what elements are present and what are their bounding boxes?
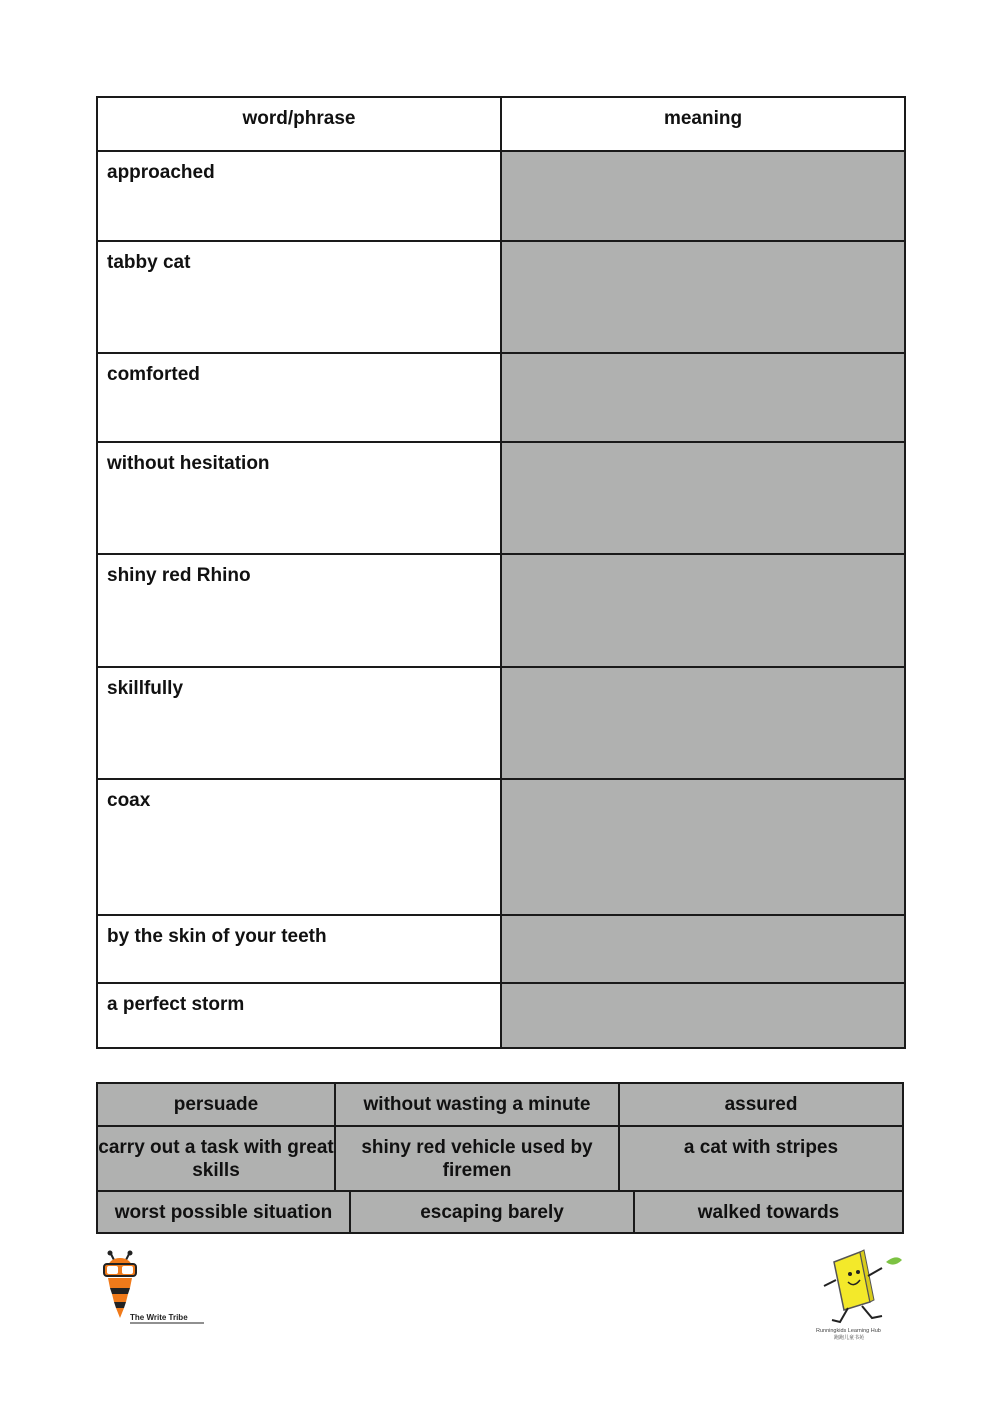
write-tribe-label: The Write Tribe <box>130 1313 188 1322</box>
meaning-drop-zone[interactable] <box>501 151 905 241</box>
answer-bank-row <box>98 1127 902 1192</box>
table-row <box>97 442 905 554</box>
meaning-drop-zone[interactable] <box>501 779 905 915</box>
word-cell: without hesitation <box>97 442 501 554</box>
header-meaning: meaning <box>501 97 905 151</box>
meaning-drop-zone[interactable] <box>501 667 905 779</box>
word-cell: tabby cat <box>97 241 501 353</box>
meaning-drop-zone[interactable] <box>501 554 905 667</box>
table-row <box>97 983 905 1048</box>
header-word-phrase: word/phrase <box>97 97 501 151</box>
answer-bank-row <box>98 1192 902 1232</box>
word-cell: skillfully <box>97 667 501 779</box>
vocabulary-table <box>96 96 906 1049</box>
answer-tile[interactable]: carry out a task with great skills <box>98 1127 336 1190</box>
answer-tile[interactable]: without wasting a minute <box>336 1084 620 1125</box>
answer-tile[interactable]: escaping barely <box>351 1192 635 1232</box>
answer-tile[interactable]: worst possible situation <box>98 1192 351 1232</box>
word-cell: comforted <box>97 353 501 442</box>
answer-tile[interactable]: shiny red vehicle used by firemen <box>336 1127 620 1190</box>
meaning-drop-zone[interactable] <box>501 983 905 1048</box>
word-cell: approached <box>97 151 501 241</box>
table-row <box>97 151 905 241</box>
table-row <box>97 241 905 353</box>
meaning-drop-zone[interactable] <box>501 442 905 554</box>
word-cell: a perfect storm <box>97 983 501 1048</box>
answer-tile[interactable]: walked towards <box>697 1202 840 1223</box>
bee-icon <box>98 1250 208 1330</box>
running-book-icon <box>812 1244 908 1344</box>
table-row <box>97 554 905 667</box>
table-header-row <box>97 97 905 151</box>
table-row <box>97 779 905 915</box>
meaning-drop-zone[interactable] <box>501 915 905 983</box>
table-row <box>97 667 905 779</box>
answer-tile[interactable]: persuade <box>98 1084 336 1125</box>
answer-bank-row <box>98 1084 902 1127</box>
answer-tile[interactable]: assured <box>724 1094 798 1115</box>
answer-tile[interactable]: a cat with stripes <box>683 1137 839 1158</box>
table-row <box>97 915 905 983</box>
runningkids-logo <box>812 1244 908 1344</box>
meaning-drop-zone[interactable] <box>501 353 905 442</box>
answer-bank <box>96 1082 904 1234</box>
word-cell: coax <box>97 779 501 915</box>
write-tribe-logo <box>98 1250 208 1330</box>
table-row <box>97 353 905 442</box>
word-cell: by the skin of your teeth <box>97 915 501 983</box>
word-cell: shiny red Rhino <box>97 554 501 667</box>
runningkids-label: Runningkids Learning Hub <box>816 1328 881 1334</box>
meaning-drop-zone[interactable] <box>501 241 905 353</box>
runningkids-chinese-label: 跑跑儿童书苑 <box>834 1335 865 1341</box>
